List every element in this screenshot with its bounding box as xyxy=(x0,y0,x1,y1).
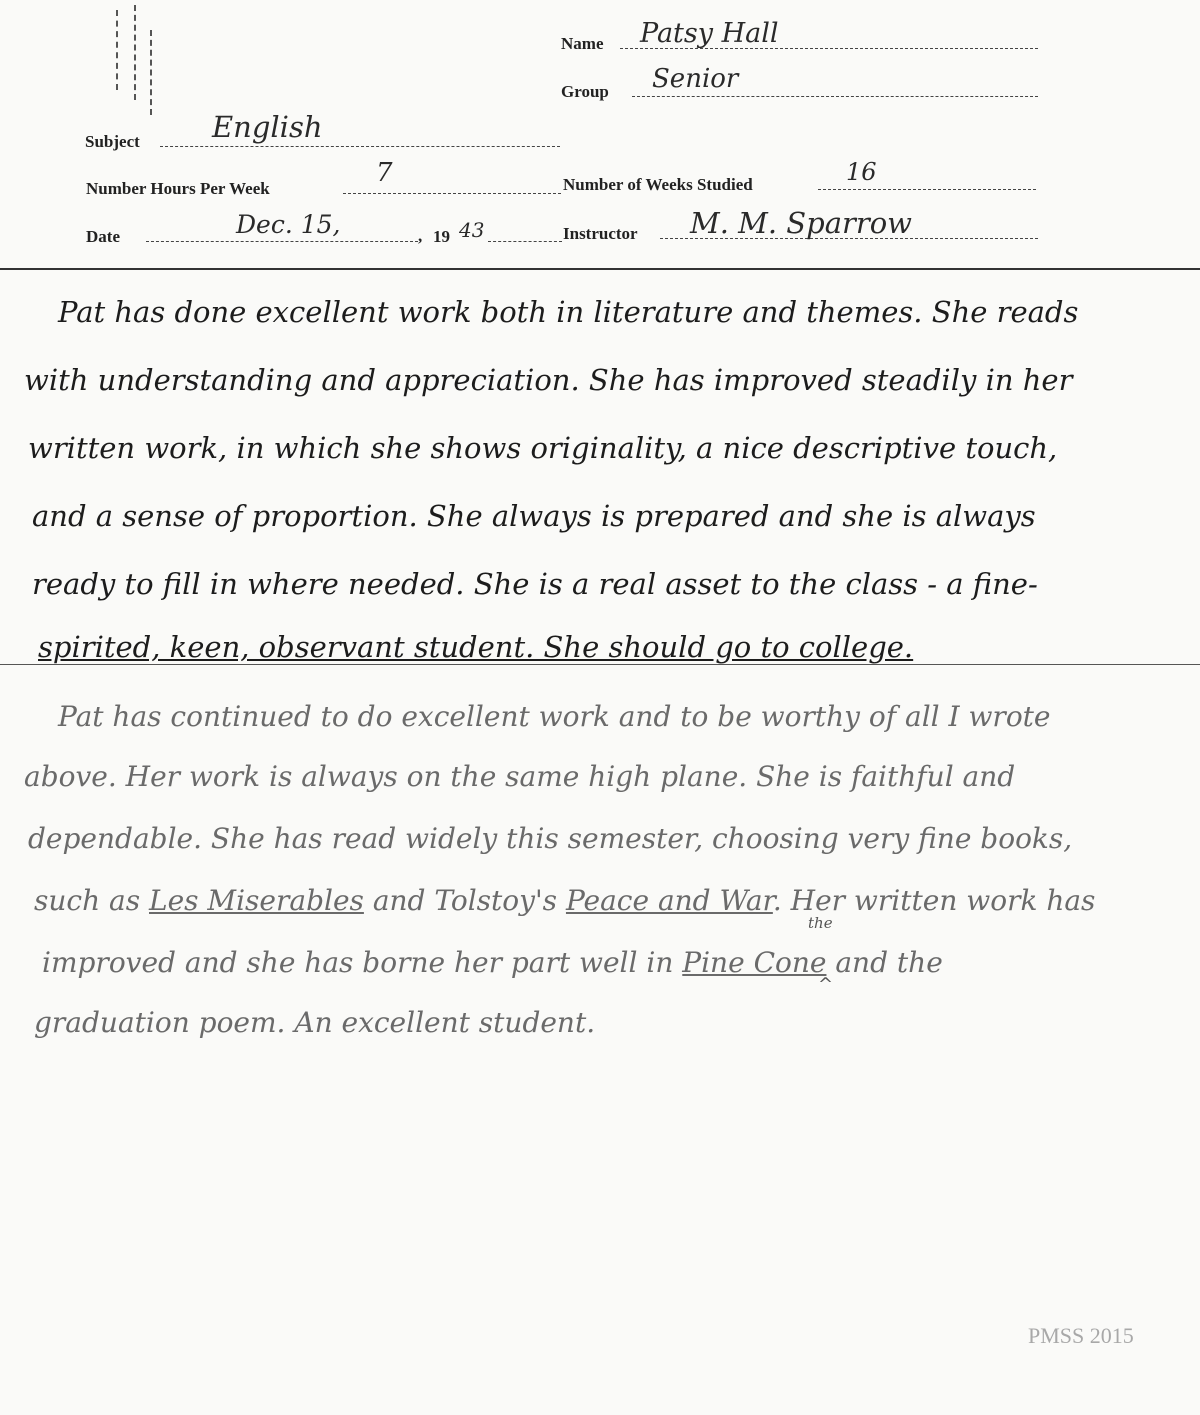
year-prefix: 19 xyxy=(433,227,450,246)
comment-line: written work, in which she shows originality, a nice descriptive touch, xyxy=(28,431,1058,465)
hours-value: 7 xyxy=(376,158,393,188)
subject-line xyxy=(160,146,560,147)
date-value: Dec. 15, xyxy=(236,210,341,239)
book-title-les-miserables: Les Miserables xyxy=(149,884,364,917)
comment-line xyxy=(42,946,943,979)
comment-line xyxy=(34,884,1095,917)
weeks-line xyxy=(818,189,1036,190)
comment-line: Pat has done excellent work both in literature and themes. She reads xyxy=(58,295,1079,329)
group-line xyxy=(632,96,1038,97)
hours-label: Number Hours Per Week xyxy=(86,179,270,198)
fold-mark xyxy=(134,5,136,100)
weeks-value: 16 xyxy=(846,158,877,186)
comment-divider xyxy=(0,664,1200,665)
instructor-value: M. M. Sparrow xyxy=(690,206,912,240)
comment-line: spirited, keen, observant student. She should go to college. xyxy=(38,630,914,664)
inserted-word: the xyxy=(808,914,833,932)
book-title-peace-and-war: Peace and War xyxy=(565,884,773,917)
header-divider xyxy=(0,268,1200,270)
subject-label: Subject xyxy=(85,132,140,151)
fold-mark xyxy=(116,10,118,90)
comment-text: such as xyxy=(34,884,141,917)
comment-line: ready to fill in where needed. She is a real asset to the class - a fine- xyxy=(32,567,1038,601)
subject-value: English xyxy=(212,110,323,144)
comment-line: with understanding and appreciation. She has improved steadily in her xyxy=(24,363,1073,397)
publication-pine-cone: Pine Cone xyxy=(682,946,827,979)
comment-line: and a sense of proportion. She always is prepared and she is always xyxy=(32,499,1036,533)
year-value: 43 xyxy=(459,218,485,242)
fold-mark xyxy=(150,30,152,115)
comment-text: and the xyxy=(835,946,943,979)
name-label: Name xyxy=(561,34,604,53)
insertion-caret: ^ xyxy=(818,974,834,995)
comment-line: above. Her work is always on the same high plane. She is faithful and xyxy=(24,760,1016,793)
comment-text: . Her written work has xyxy=(772,884,1096,917)
hours-line xyxy=(343,193,561,194)
weeks-label: Number of Weeks Studied xyxy=(563,175,753,194)
comment-text: and Tolstoy's xyxy=(372,884,558,917)
year-line xyxy=(488,241,562,242)
comment-line: dependable. She has read widely this semester, choosing very fine books, xyxy=(28,822,1073,855)
date-line xyxy=(146,241,418,242)
comment-line: Pat has continued to do excellent work and to be worthy of all I wrote xyxy=(58,700,1051,733)
comment-line: graduation poem. An excellent student. xyxy=(34,1006,596,1039)
instructor-label: Instructor xyxy=(563,224,638,243)
date-label: Date xyxy=(86,227,120,246)
name-value: Patsy Hall xyxy=(640,18,779,49)
date-separator: , xyxy=(418,226,423,245)
archive-watermark: PMSS 2015 xyxy=(1028,1323,1134,1348)
comment-text: improved and she has borne her part well in xyxy=(42,946,674,979)
group-value: Senior xyxy=(652,64,739,94)
group-label: Group xyxy=(561,82,609,101)
